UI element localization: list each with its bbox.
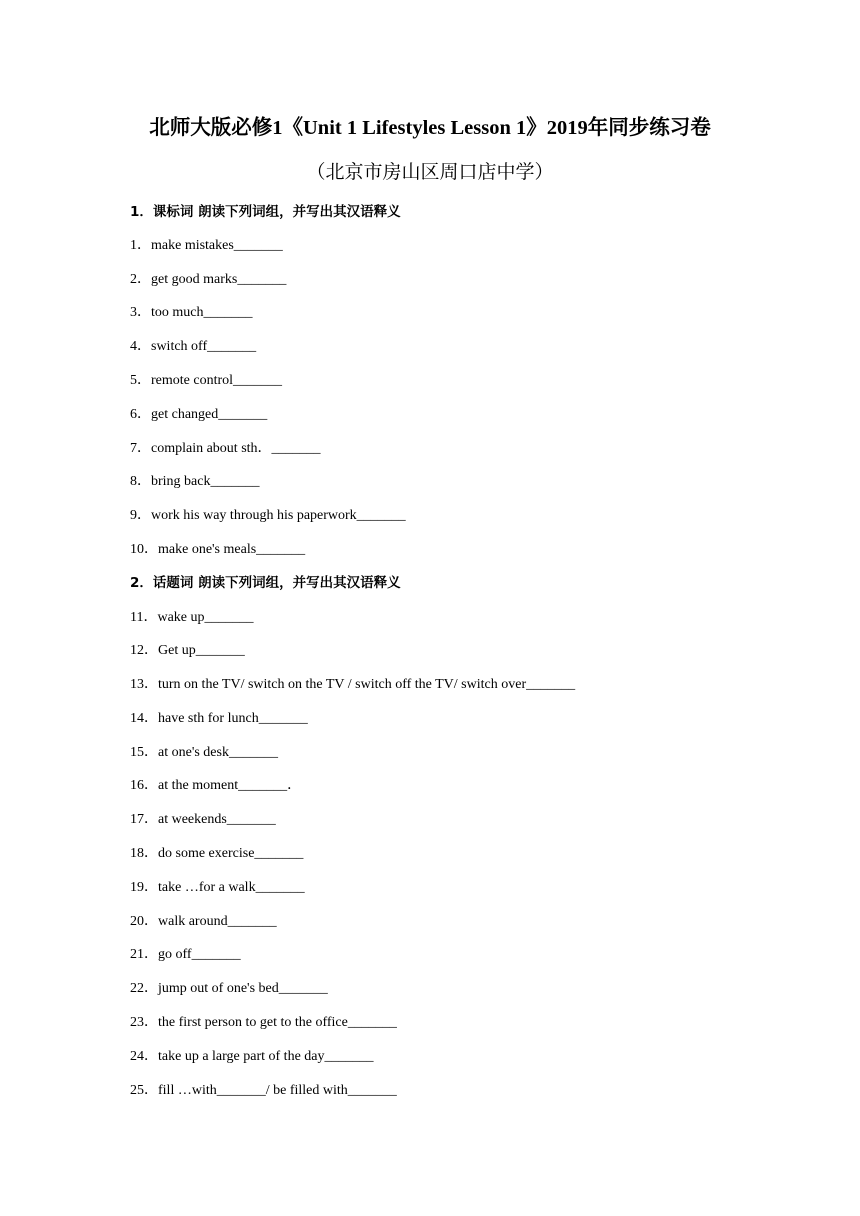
list-item: 21．go off_______ bbox=[130, 947, 241, 962]
list-item: 7．complain about sth．_______ bbox=[130, 441, 321, 456]
list-item: 4．switch off_______ bbox=[130, 339, 257, 354]
list-item: 23．the first person to get to the office_______ bbox=[130, 1015, 397, 1030]
list-item: 10．make one's meals_______ bbox=[130, 542, 306, 557]
list-item: 9．work his way through his paperwork_______ bbox=[130, 508, 406, 523]
list-item: 5．remote control_______ bbox=[130, 373, 283, 388]
list-item: 6．get changed_______ bbox=[130, 407, 268, 422]
list-item: 20．walk around_______ bbox=[130, 914, 277, 929]
list-item: 16．at the moment_______． bbox=[130, 778, 302, 793]
list-item: 25．fill …with_______/ be filled with_______ bbox=[130, 1083, 397, 1098]
list-item: 13．turn on the TV/ switch on the TV / switch off the TV/ switch over_______ bbox=[130, 677, 576, 692]
list-item: 12．Get up_______ bbox=[130, 643, 245, 658]
document-title: 北师大版必修1《Unit 1 Lifestyles Lesson 1》2019年同步练习卷 bbox=[149, 117, 711, 139]
section-heading-2: 2．话题词 朗读下列词组，并写出其汉语释义 bbox=[130, 575, 401, 591]
list-item: 3．too much_______ bbox=[130, 305, 253, 320]
list-item: 18．do some exercise_______ bbox=[130, 846, 304, 861]
list-item: 15．at one's desk_______ bbox=[130, 745, 278, 760]
list-item: 19．take …for a walk_______ bbox=[130, 880, 305, 895]
document-subtitle: （北京市房山区周口店中学） bbox=[306, 161, 554, 183]
list-item: 11．wake up_______ bbox=[130, 610, 254, 625]
section-heading-1: 1．课标词 朗读下列词组，并写出其汉语释义 bbox=[130, 204, 401, 220]
list-item: 24．take up a large part of the day_______ bbox=[130, 1049, 374, 1064]
list-item: 22．jump out of one's bed_______ bbox=[130, 981, 328, 996]
list-item: 1．make mistakes_______ bbox=[130, 238, 283, 253]
list-item: 14．have sth for lunch_______ bbox=[130, 711, 308, 726]
list-item: 17．at weekends_______ bbox=[130, 812, 276, 827]
list-item: 8．bring back_______ bbox=[130, 474, 260, 489]
list-item: 2．get good marks_______ bbox=[130, 272, 287, 287]
